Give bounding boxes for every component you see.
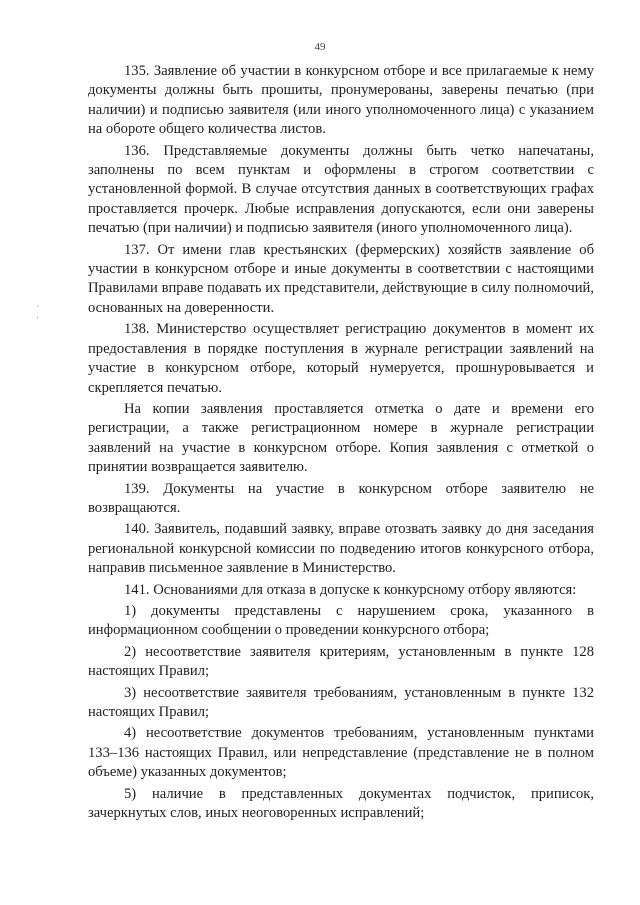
paragraph-137: 137. От имени глав крестьянских (фермерских) хозяйств заявление об участии в конкурсном отборе и иные документы в соответствии с настоящими Правилами вправе подавать их представители, действующие в силу полномочий, основанных на доверенности. bbox=[88, 241, 594, 316]
paragraph-135: 135. Заявление об участии в конкурсном отборе и все прилагаемые к нему документы должны быть прошиты, пронумерованы, заверены печатью (при наличии) и подписью заявителя (или иного уполномоченного лица) с указанием на обороте общего количества листов. bbox=[88, 63, 594, 138]
paragraph-140: 140. Заявитель, подавший заявку, вправе отозвать заявку до дня заседания региональной конкурсной комиссии по подведению итогов конкурсного отбора, направив письменное заявление в Министерство. bbox=[88, 521, 594, 577]
document-body bbox=[88, 62, 594, 823]
paragraph-138: 138. Министерство осуществляет регистрацию документов в момент их предоставления в порядке поступления в журнале регистрации заявлений на участие в конкурсном отборе, который нумеруется, прошнуровывается и скрепляется печатью. bbox=[88, 321, 594, 396]
paragraph-141: 141. Основаниями для отказа в допуске к конкурсному отбору являются: bbox=[124, 581, 577, 598]
paragraph-138-copy-note: На копии заявления проставляется отметка о дате и времени его регистрации, а также регистрационном номере в журнале регистрации заявлений на участие в конкурсном отборе. Копия заявления с отметкой о принятии возвращается заявителю. bbox=[88, 400, 594, 476]
list-item-5: 5) наличие в представленных документах подчисток, приписок, зачеркнутых слов, иных неоговоренных исправлений; bbox=[88, 785, 594, 822]
list-item-4: 4) несоответствие документов требованиям, установленным пунктами 133–136 настоящих Правил, или непредставление (представление не в полном объеме) указанных документов; bbox=[88, 725, 594, 781]
page-number: 49 bbox=[314, 41, 326, 53]
list-item-3: 3) несоответствие заявителя требованиям, установленным в пункте 132 настоящих Правил; bbox=[88, 684, 594, 720]
paragraph-136: 136. Представляемые документы должны быть четко напечатаны, заполнены по всем пунктам и оформлены в строгом соответствии с установленной формой. В случае отсутствия данных в соответствующих графах проставляется прочерк. Любые исправления допускаются, если они заверены печатью (при наличии) и подписью заявителя (иного уполномоченного лица). bbox=[88, 142, 594, 237]
scan-artifact-mark: · · bbox=[36, 302, 42, 324]
list-item-1: 1) документы представлены с нарушением срока, указанного в информационном сообщении о проведении конкурсного отбора; bbox=[88, 602, 594, 639]
list-item-2: 2) несоответствие заявителя критериям, установленным в пункте 128 настоящих Правил; bbox=[88, 643, 594, 680]
paragraph-139: 139. Документы на участие в конкурсном отборе заявителю не возвращаются. bbox=[88, 480, 594, 516]
